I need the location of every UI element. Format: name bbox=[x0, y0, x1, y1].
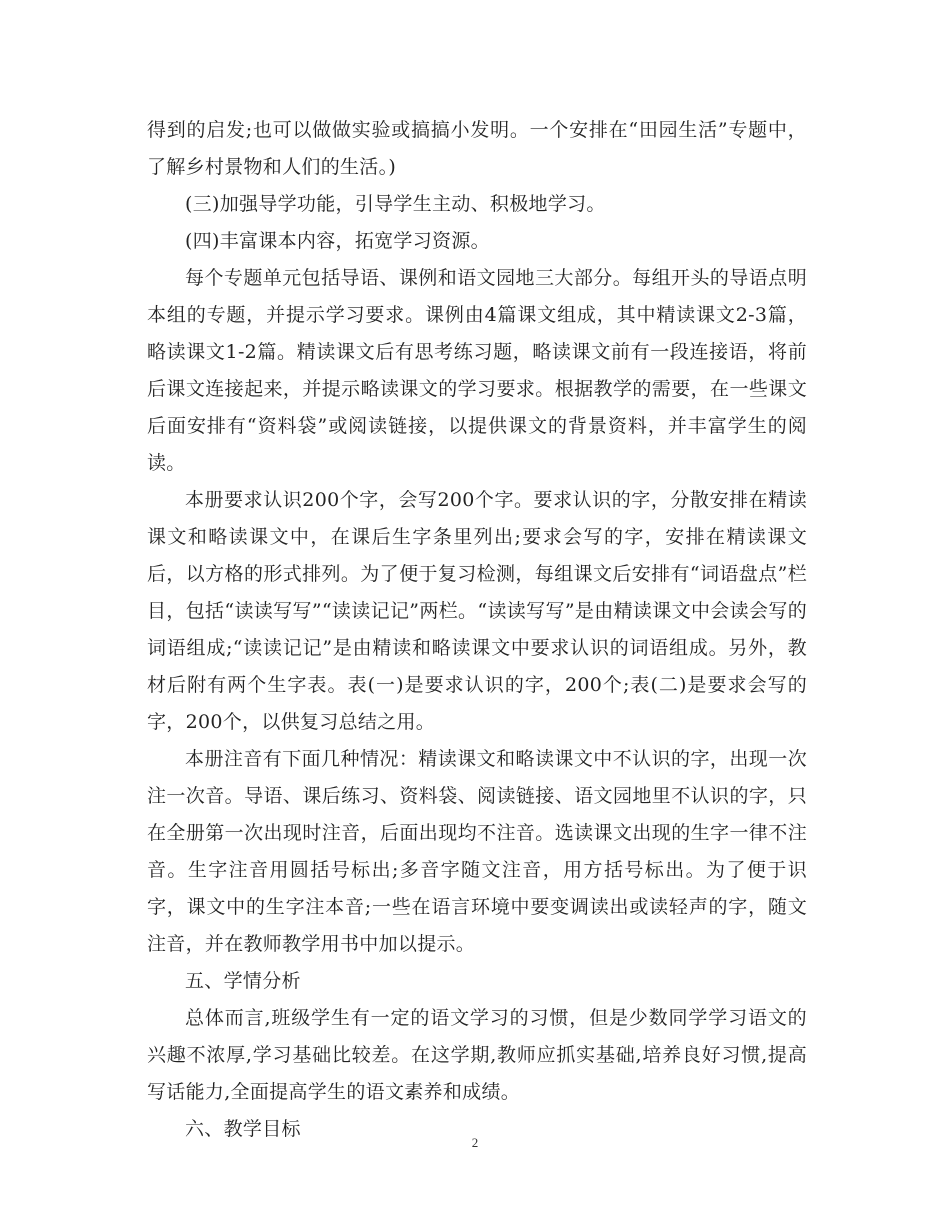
paragraph-character-requirements: 本册要求认识200个字，会写200个字。要求认识的字，分散安排在精读课文和略读课文中，在课后生字条里列出;要求会写的字，安排在精读课文后，以方格的形式排列。为了便于复习检测，每组课文后安排有“词语盘点”栏目，包括“读读写写”“读读记记”两栏。“读读写写”是由精读课文中会读会写的词语组成;“读读记记”是由精读和略读课文中要求认识的词语组成。另外，教材后附有两个生字表。表(一)是要求认识的字，200个;表(二)是要求会写的字，200个，以供复习总结之用。 bbox=[147, 489, 807, 733]
paragraph-continuation: 得到的启发;也可以做做实验或搞搞小发明。一个安排在“田园生活”专题中，了解乡村景物和人们的生活。) bbox=[147, 119, 807, 178]
section-item-four: (四)丰富课本内容，拓宽学习资源。 bbox=[185, 230, 490, 252]
paragraph-phonetic-notation: 本册注音有下面几种情况：精读课文和略读课文中不认识的字，出现一次注一次音。导语、课后练习、资料袋、阅读链接、语文园地里不认识的字，只在全册第一次出现时注音，后面出现均不注音。选读课文出现的生字一律不注音。生字注音用圆括号标出;多音字随文注音，用方括号标出。为了便于识字，课文中的生字注本音;一些在语言环境中要变调读出或读轻声的字，随文注音，并在教师教学用书中加以提示。 bbox=[147, 748, 807, 955]
section-item-three: (三)加强导学功能，引导学生主动、积极地学习。 bbox=[185, 193, 606, 215]
section-heading-student-analysis: 五、学情分析 bbox=[185, 970, 301, 992]
section-heading-teaching-goals: 六、教学目标 bbox=[185, 1118, 301, 1140]
paragraph-unit-structure: 每个专题单元包括导语、课例和语文园地三大部分。每组开头的导语点明本组的专题，并提示学习要求。课例由4篇课文组成，其中精读课文2-3篇，略读课文1-2篇。精读课文后有思考练习题，略读课文前有一段连接语，将前后课文连接起来，并提示略读课文的学习要求。根据教学的需要，在一些课文后面安排有“资料袋”或阅读链接，以提供课文的背景资料，并丰富学生的阅读。 bbox=[147, 267, 807, 474]
document-body bbox=[147, 112, 807, 1148]
page-number: 2 bbox=[471, 1135, 479, 1150]
paragraph-student-analysis: 总体而言,班级学生有一定的语文学习的习惯，但是少数同学学习语文的兴趣不浓厚,学习基础比较差。在这学期,教师应抓实基础,培养良好习惯,提高写话能力,全面提高学生的语文素养和成绩。 bbox=[147, 1007, 807, 1103]
